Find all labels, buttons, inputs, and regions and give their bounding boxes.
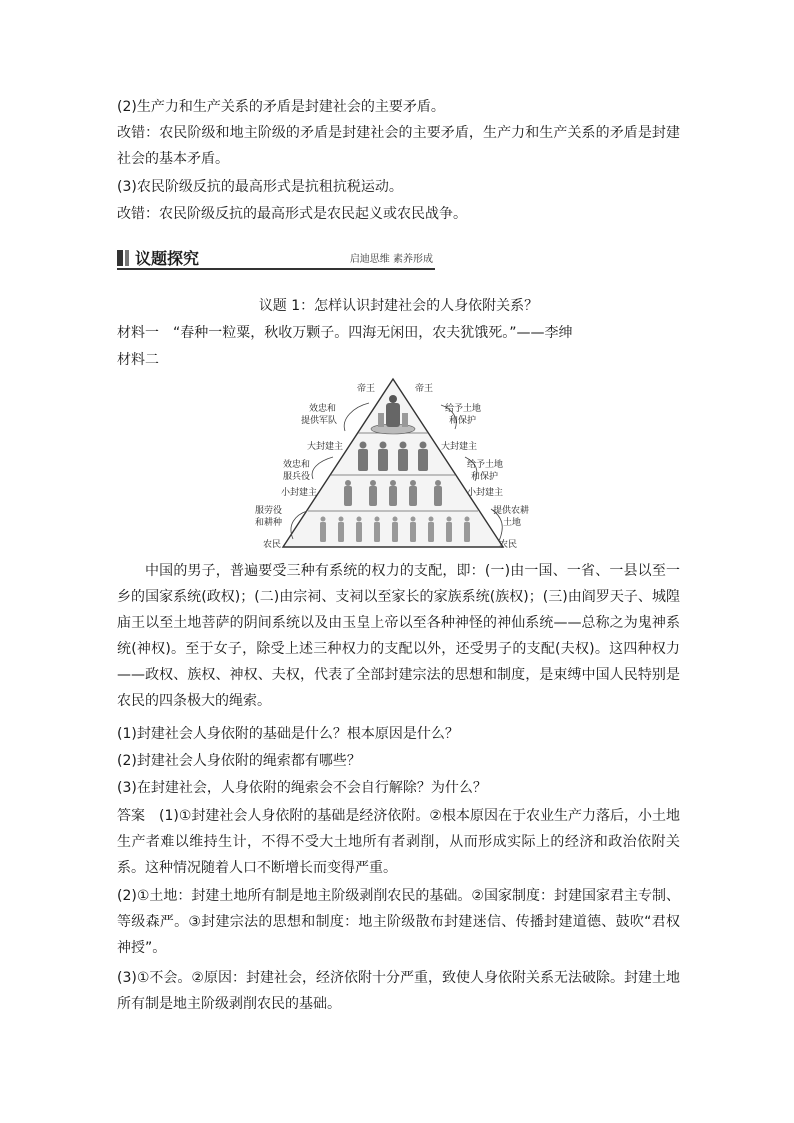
topic-heading: 议题 1：怎样认识封建社会的人身依附关系？	[258, 298, 539, 314]
section-rule	[117, 268, 435, 270]
label-small-lord-left: 小封建主	[281, 488, 318, 498]
error-item-3: (3)农民阶级反抗的最高形式是抗租抗税运动。	[117, 179, 403, 195]
feudal-pyramid-figure	[253, 375, 533, 555]
label-labor-farming-1: 服劳役	[255, 506, 283, 516]
error-item-2: (2)生产力和生产关系的矛盾是封建社会的主要矛盾。	[117, 99, 445, 115]
section-mark-icon-secondary	[125, 250, 129, 266]
label-small-lord-right: 小封建主	[467, 488, 504, 498]
label-loyalty-service-2: 服兵役	[283, 472, 311, 482]
correction-2: 改错：农民阶级和地主阶级的矛盾是封建社会的主要矛盾，生产力和生产关系的矛盾是封建社会的基本矛盾。	[117, 125, 680, 167]
label-grant-land-4: 和保护	[471, 472, 499, 482]
label-great-lord-right: 大封建主	[441, 442, 478, 452]
label-farmland-1: 提供农耕	[493, 506, 530, 516]
correction-3: 改错：农民阶级反抗的最高形式是农民起义或农民战争。	[117, 206, 467, 222]
question-3: (3)在封建社会，人身依附的绳索会不会自行解除？为什么？	[117, 780, 487, 796]
material-1: 材料一 “春种一粒粟，秋收万颗子。四海无闲田，农夫犹饿死。”——李绅	[117, 325, 573, 341]
peasants-figures-icon	[320, 517, 470, 543]
section-subtitle: 启迪思维 素养形成	[349, 254, 433, 265]
label-great-lord-left: 大封建主	[307, 442, 344, 452]
label-loyalty-army-2: 提供军队	[301, 416, 338, 426]
answer-3: (3)①不会。②原因：封建社会，经济依附十分严重，致使人身依附关系无法破除。封建土地所有制是地主阶级剥削农民的基础。	[117, 970, 680, 1012]
label-grant-land-1: 给予土地	[445, 404, 482, 414]
section-title: 议题探究	[135, 249, 200, 268]
label-emperor-right: 帝王	[415, 384, 434, 394]
material-2-label: 材料二	[117, 352, 159, 368]
question-2: (2)封建社会人身依附的绳索都有哪些？	[117, 753, 361, 769]
label-emperor-left: 帝王	[357, 384, 376, 394]
label-peasant-left: 农民	[263, 540, 282, 550]
label-grant-land-3: 给予土地	[467, 460, 504, 470]
label-grant-land-2: 和保护	[449, 416, 477, 426]
answer-2: (2)①土地：封建土地所有制是地主阶级剥削农民的基础。②国家制度：封建国家君主专制、等级森严。③封建宗法的思想和制度：地主阶级散布封建迷信、传播封建道德、鼓吹“君权神授”。	[117, 888, 680, 956]
label-peasant-right: 农民	[499, 540, 518, 550]
answer-1: 答案 (1)①封建社会人身依附的基础是经济依附。②根本原因在于农业生产力落后，小土地生产者难以维持生计，不得不受大土地所有者剥削，从而形成实际上的经济和政治依附关系。这种情况随着人口不断增长而变得严重。	[117, 808, 680, 876]
body-paragraph: 中国的男子，普遍要受三种有系统的权力的支配，即：(一)由一国、一省、一县以至一乡的国家系统(政权)；(二)由宗祠、支祠以至家长的家族系统(族权)；(三)由阎罗天子、城隍庙王以至土地菩萨的阴间系统以及由玉皇上帝以至各种神怪的神仙系统——总称之为鬼神系统(神权)。至于女子，除受上述三种权力的支配以外，还受男子的支配(夫权)。这四种权力——政权、族权、神权、夫权，代表了全部封建宗法的思想和制度，是束缚中国人民特别是农民的四条极大的绳索。	[117, 563, 680, 709]
section-mark-icon	[117, 250, 123, 266]
label-farmland-2: 土地	[503, 518, 522, 528]
section-header	[117, 248, 435, 270]
question-1: (1)封建社会人身依附的基础是什么？根本原因是什么？	[117, 726, 459, 742]
label-loyalty-service-1: 效忠和	[283, 460, 311, 470]
label-loyalty-army-1: 效忠和	[309, 404, 337, 414]
label-labor-farming-2: 和耕种	[255, 518, 283, 528]
